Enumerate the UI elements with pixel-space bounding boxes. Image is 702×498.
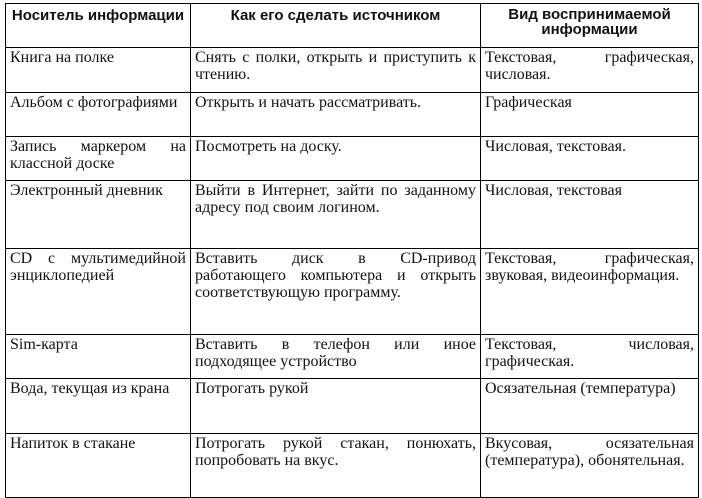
cell-kind: Текстовая, графическая, числовая. [481, 48, 699, 93]
cell-how: Потрогать рукой [191, 379, 481, 434]
cell-carrier: Запись маркером на классной доске [6, 137, 191, 181]
cell-kind: Числовая, текстовая [481, 181, 699, 249]
cell-kind: Графическая [481, 93, 699, 137]
table-row [6, 181, 699, 249]
header-carrier: Носитель информации [6, 4, 191, 48]
table-row [6, 137, 699, 181]
header-kind: Вид воспринимаемой информации [481, 4, 699, 48]
cell-how: Посмотреть на доску. [191, 137, 481, 181]
cell-how: Снять с полки, открыть и приступить к чтению. [191, 48, 481, 93]
cell-how: Выйти в Интернет, зайти по заданному адресу под своим логином. [191, 181, 481, 249]
table-row [6, 434, 699, 498]
cell-carrier: Sim-карта [6, 335, 191, 379]
information-sources-table [5, 3, 699, 498]
cell-kind: Вкусовая, осязательная (температура), обонятельная. [481, 434, 699, 498]
table-row [6, 93, 699, 137]
cell-kind: Текстовая, числовая, графическая. [481, 335, 699, 379]
cell-kind: Текстовая, графическая, звуковая, видеоинформация. [481, 249, 699, 335]
table-row [6, 48, 699, 93]
cell-how: Потрогать рукой стакан, понюхать, попробовать на вкус. [191, 434, 481, 498]
table-row [6, 335, 699, 379]
table-row [6, 379, 699, 434]
cell-carrier: CD с мультимедийной энциклопедией [6, 249, 191, 335]
cell-carrier: Напиток в стакане [6, 434, 191, 498]
cell-how: Вставить диск в CD-привод работающего компьютера и открыть соответствующую программу. [191, 249, 481, 335]
header-how: Как его сделать источником [191, 4, 481, 48]
cell-carrier: Книга на полке [6, 48, 191, 93]
cell-how: Открыть и начать рассматривать. [191, 93, 481, 137]
table-header-row [6, 4, 699, 48]
table-row [6, 249, 699, 335]
cell-carrier: Вода, текущая из крана [6, 379, 191, 434]
cell-carrier: Электронный дневник [6, 181, 191, 249]
cell-how: Вставить в телефон или иное подходящее устройство [191, 335, 481, 379]
cell-kind: Осязательная (температура) [481, 379, 699, 434]
cell-kind: Числовая, текстовая. [481, 137, 699, 181]
cell-carrier: Альбом с фотографиями [6, 93, 191, 137]
